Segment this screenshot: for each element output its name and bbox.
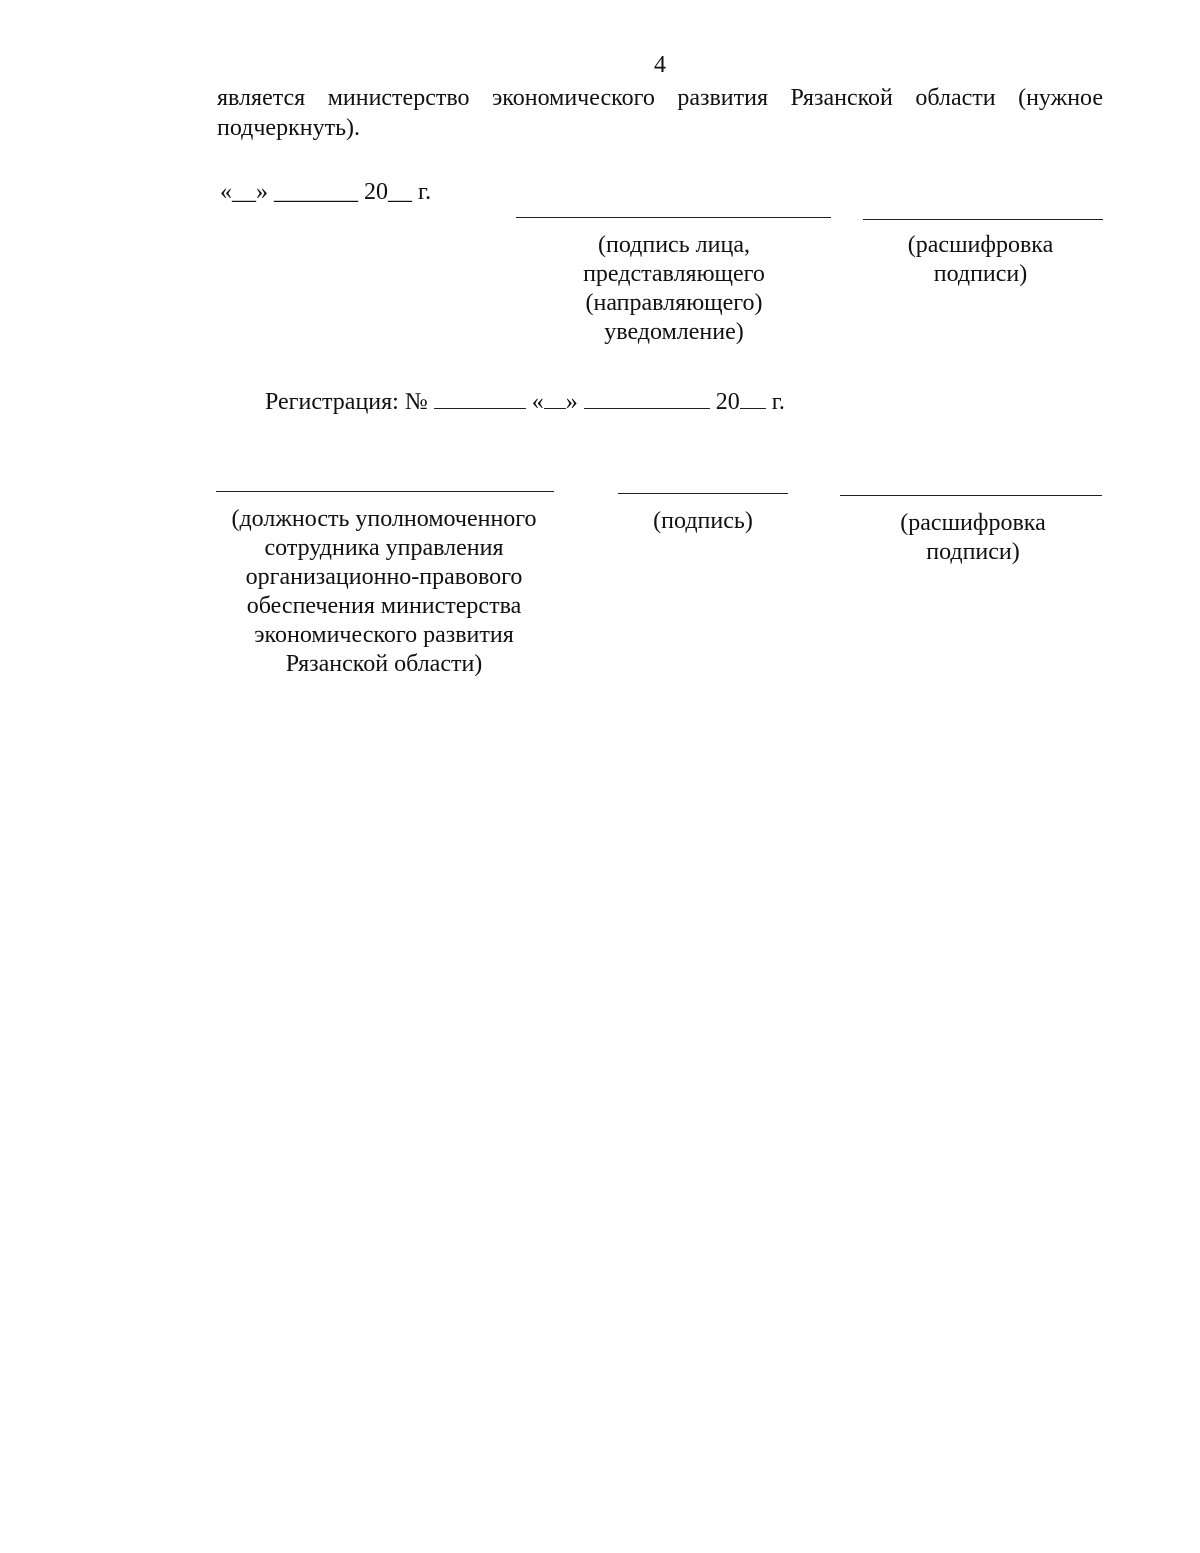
registration-number-blank	[434, 388, 526, 409]
official-signature-caption: (подпись)	[653, 508, 753, 534]
applicant-decoding-caption: (расшифровка подписи)	[907, 232, 1054, 287]
applicant-decoding-rule	[863, 219, 1103, 220]
registration-label: Регистрация: №	[265, 389, 428, 415]
paragraph-line-2: подчеркнуть).	[217, 115, 361, 141]
registration-day-blank	[544, 388, 566, 409]
registration-quote-open: «	[531, 389, 544, 415]
registration-month-blank	[584, 388, 710, 409]
registration-line	[265, 388, 785, 416]
registration-year-prefix: 20	[715, 389, 740, 415]
official-decoding-rule	[840, 495, 1102, 496]
registration-year-blank	[740, 388, 766, 409]
official-signature-rule	[618, 493, 788, 494]
paragraph-line-1: является министерство экономического развития Рязанской области (нужное	[217, 85, 1103, 111]
official-position-rule	[216, 491, 554, 492]
official-decoding-caption: (расшифровка подписи)	[900, 510, 1046, 565]
applicant-signature-rule	[516, 217, 831, 218]
registration-quote-close: »	[565, 389, 578, 415]
applicant-date-line: «__» _______ 20__ г.	[220, 179, 432, 205]
official-position-caption: (должность уполномоченного сотрудника управления организационно-правового обеспечения министерства экономического развития Рязанской области)	[231, 506, 537, 677]
applicant-signature-caption: (подпись лица, представляющего (направляющего) уведомление)	[583, 232, 765, 345]
page-number: 4	[654, 52, 666, 78]
registration-year-suffix: г.	[771, 389, 785, 415]
